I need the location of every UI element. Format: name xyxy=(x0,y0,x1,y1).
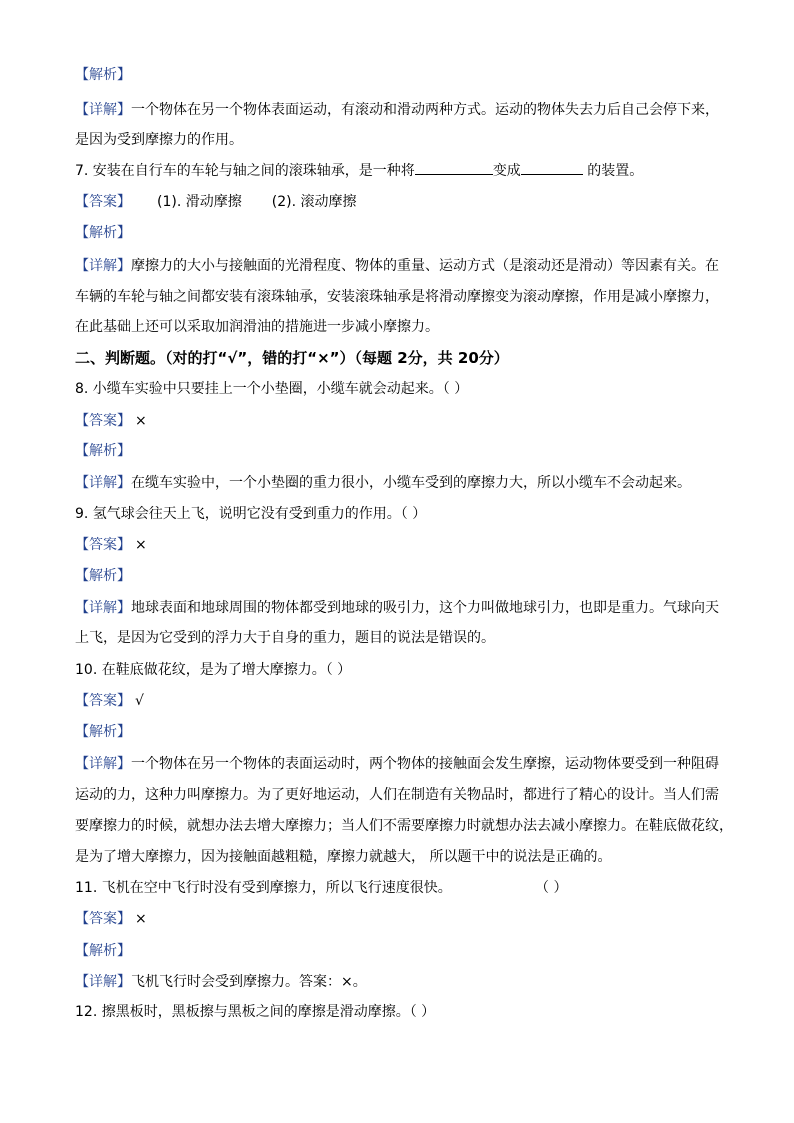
detail-text-line: 上飞，是因为它受到的浮力大于自身的重力，题目的说法是错误的。 xyxy=(75,630,495,646)
answer-value: × xyxy=(135,911,147,927)
detail-text-line: 车辆的车轮与轴之间都安装有滚珠轴承，安装滚珠轴承是将滑动摩擦变为滚动摩擦，作用是减小摩擦力， xyxy=(75,289,719,305)
answer-row xyxy=(75,193,356,211)
detail-tag: 【详解】 xyxy=(75,756,131,772)
detail-tag: 【详解】 xyxy=(75,974,131,990)
detail-paragraph xyxy=(75,474,691,492)
analysis-tag: 【解析】 xyxy=(75,943,131,959)
answer-tag: 【答案】 xyxy=(75,194,131,210)
detail-paragraph xyxy=(75,973,367,991)
question-10-stem: 10. 在鞋底做花纹，是为了增大摩擦力。（ ） xyxy=(75,662,352,678)
answer-tag: 【答案】 xyxy=(75,413,131,429)
answer-tag: 【答案】 xyxy=(75,911,131,927)
detail-text-line: 是为了增大摩擦力，因为接触面越粗糙，摩擦力就越大， 所以题干中的说法是正确的。 xyxy=(75,849,612,865)
answer-blank xyxy=(521,162,583,175)
answer-tag: 【答案】 xyxy=(75,537,131,553)
analysis-tag: 【解析】 xyxy=(75,724,131,740)
detail-text: 一个物体在另一个物体的表面运动时，两个物体的接触面会发生摩擦，运动物体要受到一种阻碍 xyxy=(131,756,719,772)
detail-text: 在缆车实验中，一个小垫圈的重力很小，小缆车受到的摩擦力大，所以小缆车不会动起来。 xyxy=(131,475,691,491)
answer-row xyxy=(75,536,147,554)
question-8-stem: 8. 小缆车实验中只要挂上一个小垫圈，小缆车就会动起来。（ ） xyxy=(75,381,469,397)
detail-paragraph xyxy=(75,101,719,119)
question-7-stem-part: 7. 安装在自行车的车轮与轴之间的滚珠轴承，是一种将 xyxy=(75,163,415,179)
answer-value: (2). 滚动摩擦 xyxy=(271,194,357,210)
detail-text: 地球表面和地球周围的物体都受到地球的吸引力，这个力叫做地球引力，也即是重力。气球向天 xyxy=(131,600,719,616)
question-12-stem: 12. 擦黑板时，黑板擦与黑板之间的摩擦是滑动摩擦。（ ） xyxy=(75,1004,436,1020)
answer-row xyxy=(75,692,144,710)
analysis-tag: 【解析】 xyxy=(75,568,131,584)
detail-tag: 【详解】 xyxy=(75,600,131,616)
answer-row xyxy=(75,910,147,928)
answer-blank xyxy=(415,162,493,175)
question-7-stem-part: 变成 xyxy=(492,163,521,179)
detail-text-line: 是因为受到摩擦力的作用。 xyxy=(75,132,243,148)
answer-tag: 【答案】 xyxy=(75,693,131,709)
detail-paragraph xyxy=(75,257,719,275)
detail-tag: 【详解】 xyxy=(75,258,131,274)
answer-row xyxy=(75,412,147,430)
detail-text: 飞机飞行时会受到摩擦力。答案：×。 xyxy=(131,974,367,990)
answer-value: × xyxy=(135,537,147,553)
question-7-stem-part: 的装置。 xyxy=(582,163,644,179)
detail-tag: 【详解】 xyxy=(75,475,131,491)
answer-value: √ xyxy=(135,693,144,709)
detail-tag: 【详解】 xyxy=(75,102,131,118)
detail-paragraph xyxy=(75,599,719,617)
detail-text-line: 要摩擦力的时候，就想办法去增大摩擦力；当人们不需要摩擦力时就想办法去减小摩擦力。在鞋底做花纹， xyxy=(75,818,733,834)
analysis-tag: 【解析】 xyxy=(75,443,131,459)
detail-paragraph xyxy=(75,755,719,773)
detail-text: 一个物体在另一个物体表面运动，有滚动和滑动两种方式。运动的物体失去力后自己会停下来， xyxy=(131,102,719,118)
analysis-tag: 【解析】 xyxy=(75,225,131,241)
question-7-stem xyxy=(75,162,643,180)
detail-text-line: 在此基础上还可以采取加润滑油的措施进一步减小摩擦力。 xyxy=(75,319,439,335)
detail-text: 摩擦力的大小与接触面的光滑程度、物体的重量、运动方式（是滚动还是滑动）等因素有关。在 xyxy=(131,258,719,274)
analysis-tag: 【解析】 xyxy=(75,67,131,83)
question-9-stem: 9. 氢气球会往天上飞，说明它没有受到重力的作用。（ ） xyxy=(75,506,427,522)
answer-value: (1). 滑动摩擦 xyxy=(157,194,242,210)
question-11-stem-text: 11. 飞机在空中飞行时没有受到摩擦力，所以飞行速度很快。 xyxy=(75,880,452,896)
question-11-stem xyxy=(75,879,568,897)
section-title: 二、判断题。（对的打“√”，错的打“×”）（每题 2分，共 20分） xyxy=(75,349,509,367)
answer-paren: （ ） xyxy=(535,880,568,896)
answer-value: × xyxy=(135,413,147,429)
detail-text-line: 运动的力，这种力叫摩擦力。为了更好地运动，人们在制造有关物品时，都进行了精心的设计。当人们需 xyxy=(75,787,719,803)
